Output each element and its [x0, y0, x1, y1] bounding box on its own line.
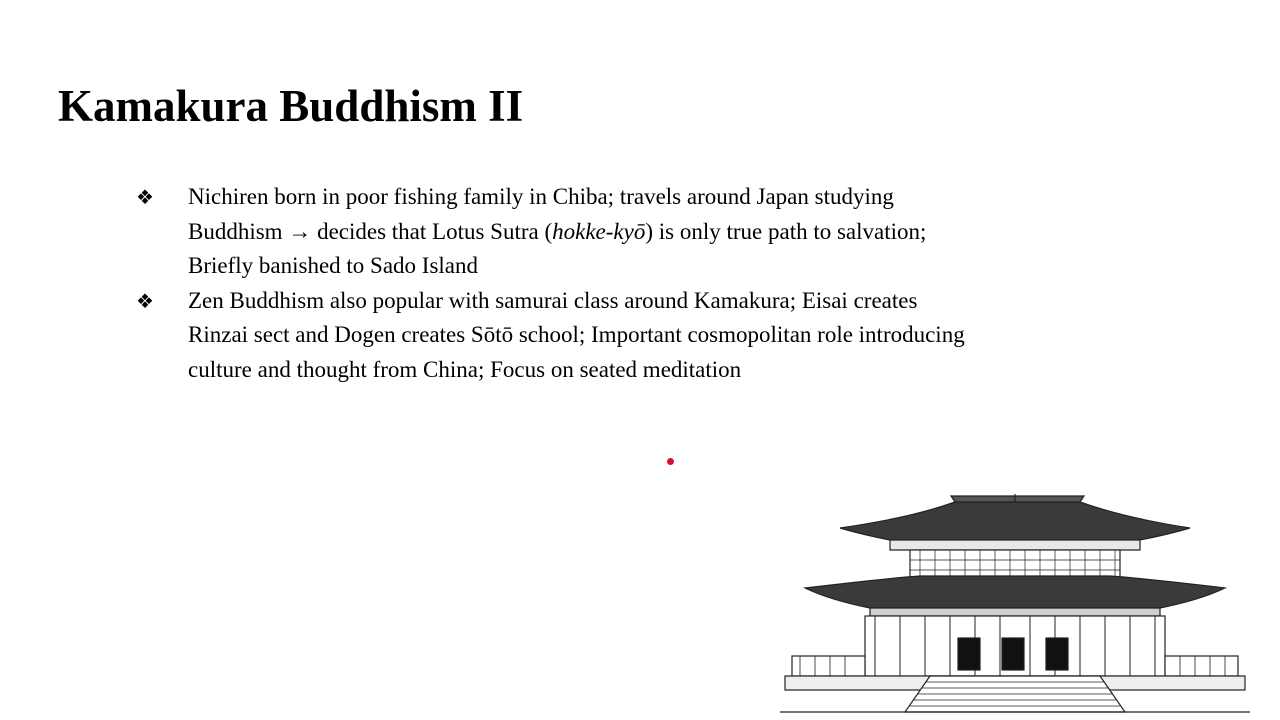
diamond-bullet-icon: ❖ — [136, 185, 154, 209]
bullet-list — [136, 180, 1096, 388]
bullet-line: Rinzai sect and Dogen creates Sōtō school; Important cosmopolitan role introducing — [188, 322, 965, 348]
diamond-bullet-icon: ❖ — [136, 288, 154, 313]
bullet-line: Nichiren born in poor fishing family in Chiba; travels around Japan studying — [188, 184, 894, 209]
bullet-line: Buddhism → decides that Lotus Sutra (hokke-kyō) is only true path to salvation; — [188, 218, 927, 244]
bullet-item — [136, 284, 1096, 388]
bullet-line: Zen Buddhism also popular with samurai class around Kamakura; Eisai creates — [188, 287, 918, 313]
bullet-item — [136, 180, 1096, 284]
slide-title: Kamakura Buddhism II — [58, 81, 524, 131]
bullet-line: culture and thought from China; Focus on seated meditation — [188, 356, 742, 382]
italic-term: hokke-kyō — [552, 218, 646, 244]
laser-pointer-dot — [667, 458, 674, 465]
bullet-line: Briefly banished to Sado Island — [188, 253, 479, 279]
japanese-temple-icon — [780, 490, 1250, 715]
